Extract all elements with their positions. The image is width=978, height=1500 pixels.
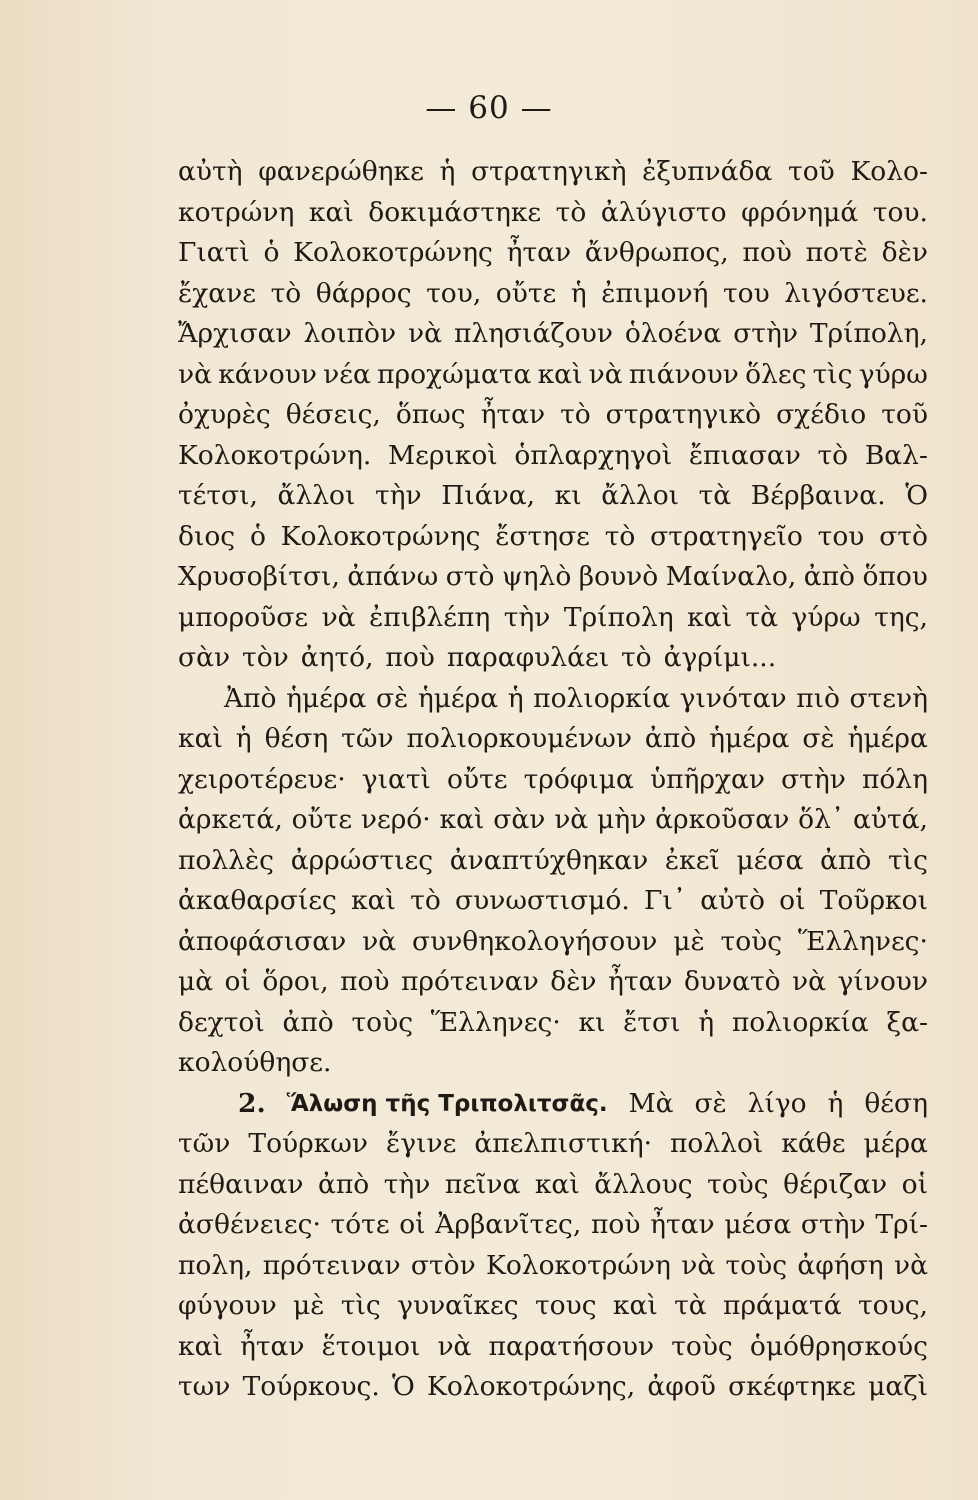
word: Γιατὶ	[178, 237, 250, 268]
word: κάνουν	[218, 358, 317, 390]
word: νὰ	[681, 1249, 716, 1281]
word: ὑπῆρχαν	[649, 763, 765, 795]
word: πολη,	[178, 1249, 253, 1281]
text-line	[178, 1205, 928, 1246]
word: Ἀρβανῖτες,	[435, 1209, 582, 1240]
word: φανερώθηκε	[258, 156, 424, 187]
word: δυνατὸ	[683, 966, 781, 997]
word: Μαίναλο,	[665, 561, 797, 592]
text-line	[178, 800, 928, 841]
word: ἀγρίμι...	[663, 642, 777, 673]
word: ἕτοιμοι	[321, 1330, 421, 1362]
word: ἡ	[698, 1006, 715, 1038]
body-text	[178, 152, 928, 1408]
word: τὸ	[560, 399, 591, 430]
word: νέα	[323, 358, 371, 390]
word: στρατηγικὴ	[471, 156, 627, 187]
word: τὸ	[817, 439, 849, 471]
word: Μὰ	[628, 1087, 674, 1119]
word: οἱ	[901, 1168, 928, 1200]
section-heading: Ἅλωση τῆς Τριπολιτσᾶς.	[286, 1090, 608, 1117]
word: πόλη	[861, 763, 928, 795]
word: ἦταν	[239, 1330, 305, 1362]
word: μέρα	[863, 1128, 928, 1159]
word: σὲ	[694, 1087, 727, 1119]
word: ἐπιμονή	[601, 277, 709, 309]
text-line	[178, 517, 928, 558]
word: λιγόστευε.	[784, 277, 928, 309]
word: ἀρρώστιες	[290, 844, 434, 876]
word: των	[178, 1371, 231, 1402]
word: δοκιμάστηκε	[368, 196, 542, 228]
word: Τρί-	[875, 1209, 928, 1240]
word: ἄνθρωπος,	[584, 237, 729, 268]
text-line	[178, 1084, 928, 1125]
word: ἡμέρα	[286, 682, 367, 714]
word: ὅλ᾽	[798, 804, 845, 835]
word: τὰ	[698, 480, 732, 511]
word: ἡμέρα	[709, 723, 790, 754]
word: πέθαιναν	[178, 1168, 304, 1200]
word: στὴν	[800, 1209, 866, 1240]
word: ὁμόθρησκούς	[749, 1330, 928, 1362]
word: σὲ	[375, 682, 409, 714]
word: Βέρβαινα.	[750, 480, 886, 511]
word: πεῖνα	[444, 1168, 521, 1200]
word: γίνουν	[837, 966, 928, 997]
word: σὰν	[178, 642, 231, 673]
text-line	[178, 638, 928, 679]
word: τὶς	[340, 1290, 381, 1321]
word: ἔστησε	[495, 520, 590, 552]
text-line	[178, 233, 928, 274]
word: κι	[578, 1006, 606, 1038]
text-line	[178, 557, 928, 598]
word: τοὺς	[351, 1006, 414, 1038]
word: ἦταν	[480, 399, 546, 430]
word: ἀσθένειες·	[178, 1209, 321, 1240]
word: τὸ	[555, 196, 587, 228]
word: ὁλοένα	[624, 318, 722, 349]
word: Ἄρχισαν	[178, 318, 292, 349]
word: μποροῦσε	[178, 601, 309, 633]
word: ἀπὸ	[317, 1168, 370, 1200]
word: Κολοκοτρώνης	[280, 520, 481, 552]
word: κάθε	[781, 1128, 846, 1159]
text-line	[178, 1003, 928, 1044]
word: Ὁ	[392, 1371, 415, 1402]
word: ἀλύγιστο	[600, 196, 727, 228]
word: νὰ	[321, 601, 356, 633]
word: ἀπελπιστική·	[474, 1128, 652, 1159]
word: Ἀπὸ	[224, 682, 277, 714]
word: θέση	[864, 1087, 928, 1119]
word: σὲ	[802, 723, 835, 754]
word: οὔτε	[495, 277, 557, 309]
text-line	[178, 152, 928, 193]
word: θάρρος	[315, 277, 412, 309]
word: Πιάνα,	[441, 480, 536, 511]
word: ἔπιασαν	[688, 439, 801, 471]
word: Χρυσοβίτσι,	[178, 561, 340, 592]
word: καὶ	[534, 1168, 580, 1200]
word: τοὺς	[671, 1330, 733, 1362]
word: τὸ	[270, 277, 302, 309]
word: ἀναπτύχθηκαν	[449, 844, 649, 876]
word: τοῦ	[881, 399, 928, 430]
word: Ἕλληνες·	[797, 925, 928, 957]
text-line	[178, 355, 928, 396]
word: μὰ	[178, 966, 214, 997]
word: τοῦ	[788, 156, 835, 187]
text-line	[178, 395, 928, 436]
word: ἔγινε	[386, 1128, 457, 1159]
text-line	[178, 274, 928, 315]
word: στὴν	[781, 763, 846, 795]
word: ἔχανε	[178, 277, 257, 309]
text-line	[178, 314, 928, 355]
word: ἐπιβλέπη	[369, 601, 491, 633]
text-line	[178, 1286, 928, 1327]
word: μὲ	[673, 925, 705, 957]
word: καὶ	[178, 723, 223, 754]
word: ἀπάνω	[347, 561, 439, 592]
word: τὴν	[503, 601, 551, 633]
word: διος	[178, 520, 236, 552]
text-line	[178, 719, 928, 760]
word: ὁπλαρχηγοὶ	[514, 439, 673, 471]
word: σκέφτηκε	[728, 1371, 856, 1402]
word: τὰ	[674, 1290, 707, 1321]
word: νὰ	[437, 1330, 472, 1362]
word: καὶ	[687, 601, 732, 633]
word: του	[817, 520, 865, 552]
word: στρατηγικὸ	[605, 399, 762, 430]
word: ἄλλους	[594, 1168, 693, 1200]
word: ἡ	[439, 156, 456, 187]
word: γιατὶ	[361, 763, 431, 795]
word: ὁ	[249, 520, 266, 552]
word: πράματά	[723, 1290, 842, 1321]
word: ὅροι,	[262, 966, 329, 997]
word: κι	[554, 480, 582, 511]
word: φύγουν	[178, 1290, 277, 1321]
word: Τοῦρκοι	[819, 885, 928, 916]
word: ἀφοῦ	[647, 1371, 716, 1402]
word: πιὸ	[796, 682, 840, 714]
word: τοὺς	[707, 1168, 769, 1200]
word: αὐτά,	[853, 804, 928, 835]
word: ἐξυπνάδα	[642, 156, 773, 187]
word: πολιορκία	[533, 682, 671, 714]
text-line	[178, 841, 928, 882]
word: οὔτε	[291, 804, 353, 835]
text-line	[178, 922, 928, 963]
word: λοιπὸν	[303, 318, 397, 349]
word: ἀκαθαρσίες	[178, 885, 337, 916]
word: ἀπὸ	[803, 561, 856, 592]
word: στὸν	[410, 1249, 476, 1281]
word: τὸ	[621, 642, 652, 673]
word: κοτρώνη	[178, 196, 295, 228]
word: ἄλλοι	[601, 480, 680, 511]
word: παρατήσουν	[488, 1330, 655, 1362]
word: Βαλ-	[864, 439, 928, 471]
word: Τρίπολη,	[809, 318, 928, 349]
word: τοὺς	[725, 1249, 788, 1281]
word: νὰ	[408, 318, 443, 349]
word: ὁ	[263, 237, 280, 268]
word: του	[722, 277, 770, 309]
word: καὶ	[308, 196, 354, 228]
text-line	[178, 598, 928, 639]
word: ἡμέρα	[417, 682, 499, 714]
word: ἄλλοι	[277, 480, 356, 511]
word: γύρω	[791, 601, 861, 633]
word: μὴν	[597, 804, 647, 835]
word: ἀρκετά,	[178, 804, 283, 835]
word: γινόταν	[679, 682, 787, 714]
word: λίγο	[747, 1087, 807, 1119]
word: ἡμέρα	[847, 723, 928, 754]
word: πολιορκία	[731, 1006, 869, 1038]
word: συνωστισμό.	[455, 885, 630, 916]
text-line	[178, 1367, 928, 1408]
word: τῶν	[178, 1128, 231, 1159]
word: τὸ	[604, 520, 636, 552]
text-line	[178, 881, 928, 922]
word: ὅλες	[745, 358, 807, 390]
word: πρότειναν	[262, 1249, 401, 1281]
word: καὶ	[351, 885, 396, 916]
word: τὴν	[383, 1168, 431, 1200]
word: τὶς	[812, 358, 853, 390]
word: κολούθησε.	[178, 1047, 332, 1078]
word: τὸν	[242, 642, 289, 673]
word: μαζὶ	[868, 1371, 928, 1402]
word: Τρίπολη	[563, 601, 674, 633]
word: νὰ	[792, 966, 827, 997]
word: πιάνουν	[628, 358, 739, 390]
word: νὰ	[554, 804, 589, 835]
word: πολλὲς	[178, 844, 275, 876]
word: ἀπὸ	[820, 844, 872, 876]
word: νὰ	[893, 1249, 928, 1281]
word: φρόνημά	[741, 196, 859, 228]
word: προχώματα	[377, 358, 532, 390]
text-line	[178, 1124, 928, 1165]
word: οἱ	[779, 885, 806, 916]
word: καὶ	[612, 1290, 658, 1321]
text-line	[178, 679, 928, 720]
word: αὐτὸ	[700, 885, 765, 916]
word: τὴν	[374, 480, 422, 511]
word: ἡ	[507, 682, 524, 714]
word: στὸ	[879, 520, 928, 552]
word: τοὺς	[720, 925, 783, 957]
word: θέση	[264, 723, 329, 754]
word: πολλοὶ	[670, 1128, 764, 1159]
word: ἀπὸ	[644, 723, 697, 754]
word: του,	[426, 277, 482, 309]
word: τρόφιμα	[523, 763, 634, 795]
word: τους	[534, 1290, 597, 1321]
word: ἡ	[235, 723, 252, 754]
word: πρότειναν	[400, 966, 539, 997]
word: δεχτοὶ	[178, 1006, 265, 1038]
text-line	[178, 1165, 928, 1206]
text-line	[178, 1327, 928, 1368]
word: ἐκεῖ	[664, 844, 720, 876]
word: γυναῖκες	[397, 1290, 519, 1321]
word: ὀχυρὲς	[178, 399, 271, 430]
word: οὔτε	[447, 763, 508, 795]
text-line	[178, 1246, 928, 1287]
word: Κολοκοτρώνης	[293, 237, 493, 268]
word: ψηλὸ	[501, 561, 572, 592]
word: παραφυλάει	[446, 642, 610, 673]
word: ποτὲ	[805, 237, 868, 268]
word: δὲν	[550, 966, 597, 997]
word: τὸ	[410, 885, 441, 916]
word: Κολοκοτρώνης,	[427, 1371, 636, 1402]
word: ξα-	[886, 1006, 928, 1038]
word: στενὴ	[849, 682, 928, 714]
word: σχέδιο	[776, 399, 867, 430]
word: της,	[874, 601, 928, 633]
word: ἀφήση	[797, 1249, 884, 1281]
word: τὶς	[888, 844, 928, 876]
word: στὸ	[445, 561, 495, 592]
word: Ἕλληνες·	[430, 1006, 561, 1038]
word: αὐτὴ	[178, 156, 243, 187]
word: θέσεις,	[285, 399, 381, 430]
word: Μερικοὶ	[387, 439, 498, 471]
word: πολιορκουμένων	[406, 723, 632, 754]
text-line	[178, 436, 928, 477]
section-heading: 2.	[238, 1087, 266, 1119]
word: νερό·	[360, 804, 431, 835]
word: Κολοκοτρώνη.	[178, 439, 372, 471]
text-line	[178, 760, 928, 801]
text-line	[178, 962, 928, 1003]
word: στρατηγεῖο	[650, 520, 803, 552]
word: βουνὸ	[578, 561, 659, 592]
text-line	[178, 1043, 928, 1084]
word: μέσα	[724, 1209, 792, 1240]
word: τότε	[330, 1209, 390, 1240]
word: θέριζαν	[783, 1168, 888, 1200]
word: δὲν	[881, 237, 928, 268]
word: σὰν	[493, 804, 546, 835]
word: ἡ	[570, 277, 587, 309]
word: χειροτέρευε·	[178, 763, 346, 795]
word: Κολο-	[850, 156, 928, 187]
word: ποὺ	[590, 1209, 641, 1240]
text-line	[178, 193, 928, 234]
word: ποὺ	[742, 237, 792, 268]
word: μὲ	[293, 1290, 325, 1321]
word: ἀρκοῦσαν	[655, 804, 790, 835]
word: νὰ	[362, 925, 397, 957]
word: ἀπὸ	[282, 1006, 334, 1038]
word: τῶν	[341, 723, 394, 754]
word: συνθηκολογήσουν	[412, 925, 658, 957]
word: του.	[872, 196, 928, 228]
word: τους,	[857, 1290, 928, 1321]
word: πλησιάζουν	[453, 318, 613, 349]
word: Γι᾽	[644, 885, 687, 916]
word: ἀητό,	[300, 642, 374, 673]
word: Ὁ	[905, 480, 928, 511]
word: ποὺ	[385, 642, 435, 673]
word: Κολοκοτρώνη	[486, 1249, 671, 1281]
word: καὶ	[178, 1330, 223, 1362]
word: ἔτσι	[623, 1006, 681, 1038]
word: στὴν	[733, 318, 798, 349]
word: τέτσι,	[178, 480, 258, 511]
word: ἀποφάσισαν	[178, 925, 347, 957]
word: ἡ	[827, 1087, 844, 1119]
word: καὶ	[439, 804, 485, 835]
word: νὰ	[588, 358, 623, 390]
word: ἦταν	[506, 237, 572, 268]
word: καὶ	[537, 358, 583, 390]
word: ποὺ	[340, 966, 390, 997]
page-number: — 60 —	[425, 90, 553, 126]
word: οἱ	[224, 966, 251, 997]
word: ἦταν	[607, 966, 673, 997]
word: γύρω	[858, 358, 928, 390]
word: νὰ	[178, 358, 213, 390]
word: οἱ	[399, 1209, 426, 1240]
word: Τούρκων	[248, 1128, 369, 1159]
word: ἦταν	[650, 1209, 715, 1240]
word: Τούρκους.	[242, 1371, 380, 1402]
word: ὅπως	[395, 399, 466, 430]
word: ὅπου	[862, 561, 928, 592]
word: μέσα	[736, 844, 804, 876]
text-line	[178, 476, 928, 517]
word: τὰ	[745, 601, 779, 633]
